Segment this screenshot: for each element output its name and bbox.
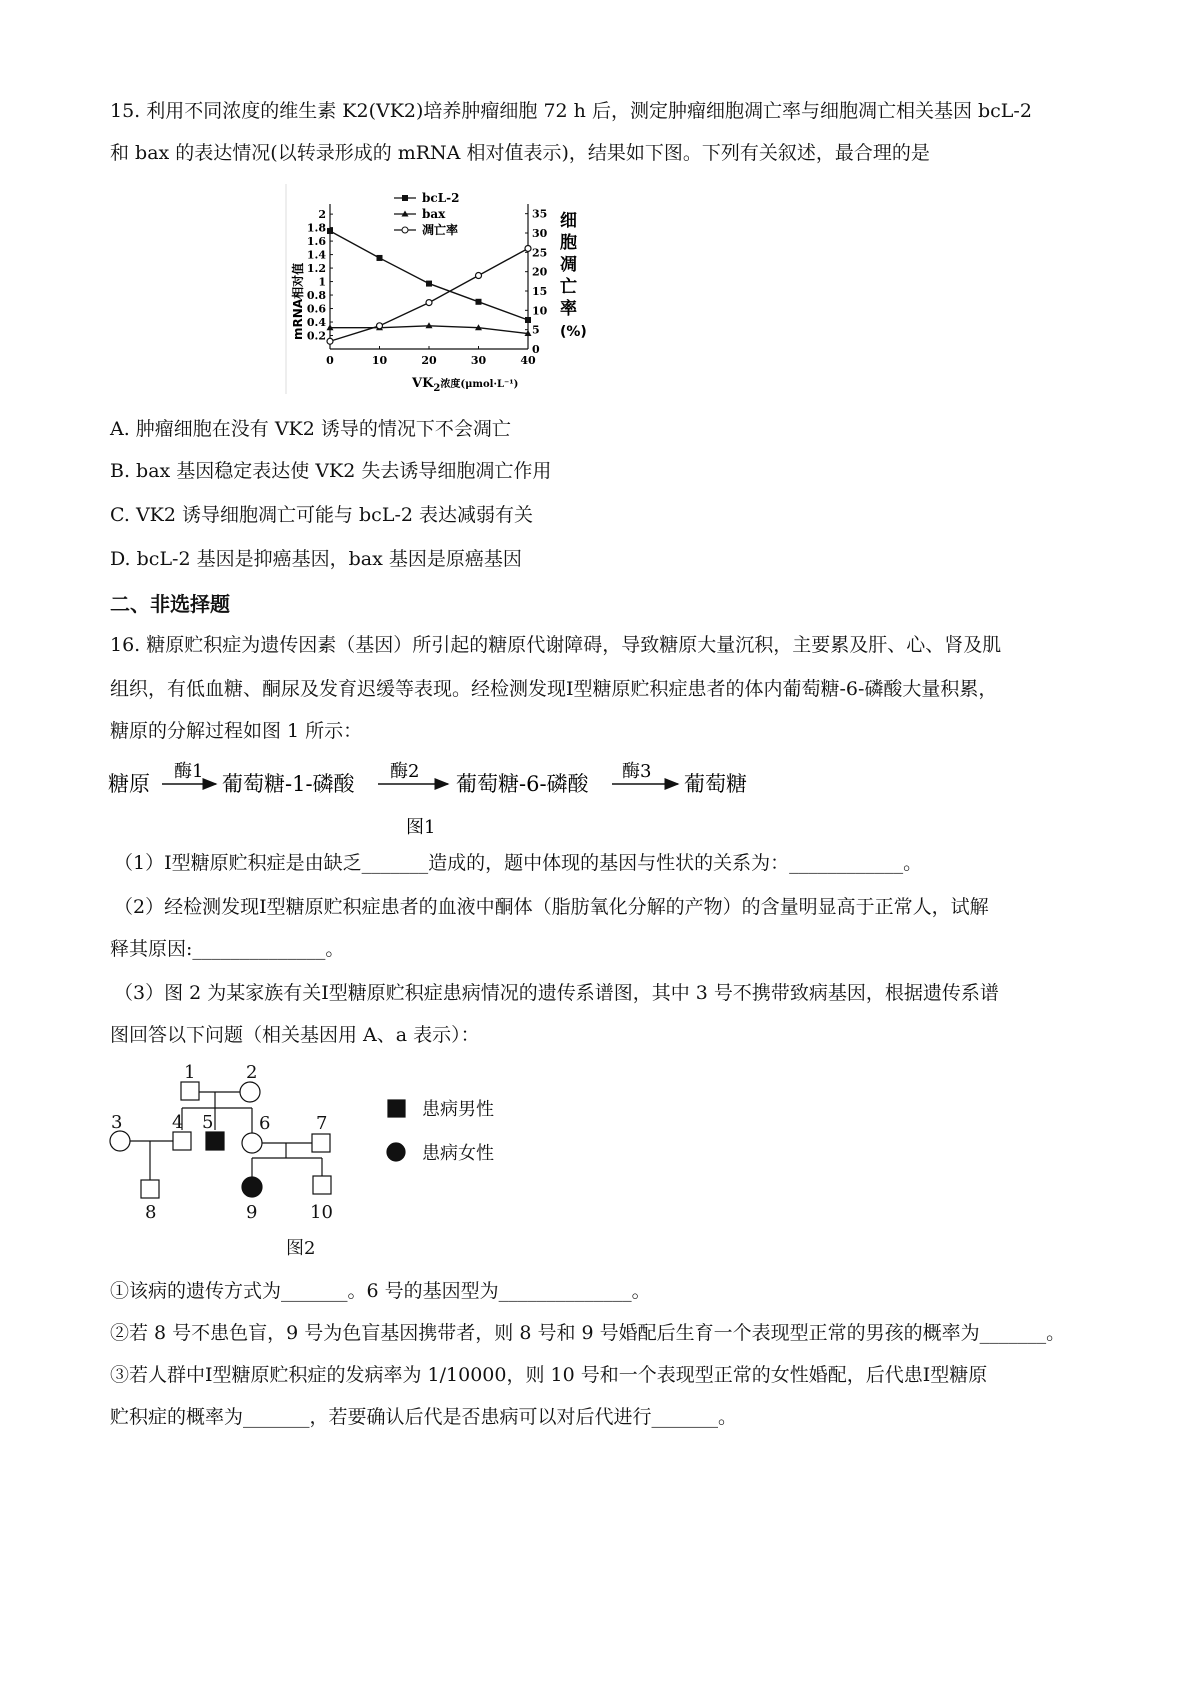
y-left-tick-label: 0.8 [306, 289, 326, 303]
series-line-bcL-2 [330, 231, 528, 320]
label-9: 9 [246, 1202, 258, 1223]
x-tick-label: 10 [371, 354, 388, 367]
individual-8 [141, 1180, 159, 1198]
y-right-tick-label: 25 [532, 246, 548, 260]
q16-stem-line2: 组织，有低血糖、酮尿及发育迟缓等表现。经检测发现Ⅰ型糖原贮积症患者的体内葡萄糖-6-磷酸大量积累， [110, 678, 998, 700]
y-right-tick-label: 35 [532, 207, 548, 221]
data-point-bcL-2 [377, 255, 383, 261]
legend-label-bax: bax [422, 207, 446, 221]
data-point-bcL-2 [476, 299, 482, 305]
enzyme-1-label: 酶1 [174, 761, 204, 782]
individual-9 [242, 1177, 262, 1197]
label-2: 2 [246, 1062, 258, 1083]
x-tick-label: 30 [470, 354, 487, 367]
q16-stem-line3: 糖原的分解过程如图 1 所示： [110, 720, 363, 742]
q15-stem-line2: 和 bax 的表达情况(以转录形成的 mRNA 相对值表示)，结果如下图。下列有关叙述，最合理的是 [110, 142, 930, 164]
y-left-tick-label: 0.6 [306, 302, 326, 316]
data-point-凋亡率 [327, 338, 333, 344]
chart-ylabel-right-char: 凋 [560, 255, 577, 275]
enzyme-2-label: 酶2 [390, 761, 420, 782]
data-point-凋亡率 [525, 245, 531, 251]
q16-question-c-line2: 贮积症的概率为_______，若要确认后代是否患病可以对后代进行_______。 [110, 1406, 738, 1428]
chart-ylabel-right-char: 细 [560, 211, 577, 231]
x-tick-label: 40 [520, 354, 536, 367]
q16-sub3-line1: （3）图 2 为某家族有关Ⅰ型糖原贮积症患病情况的遗传系谱图，其中 3 号不携带致病基因，根据遗传系谱 [114, 982, 999, 1004]
y-left-tick-label: 0.2 [306, 329, 326, 343]
individual-2 [240, 1082, 260, 1102]
q16-question-a: ①该病的遗传方式为_______。6 号的基因型为______________。 [110, 1280, 651, 1302]
legend-label-凋亡率: 凋亡率 [422, 223, 459, 237]
y-left-tick-label: 1 [318, 275, 326, 289]
y-right-tick-label: 0 [532, 343, 540, 356]
q16-sub2-line2: 释其原因:______________。 [110, 938, 345, 960]
q16-sub3-line2: 图回答以下问题（相关基因用 A、a 表示）： [110, 1024, 480, 1046]
label-3: 3 [111, 1112, 123, 1133]
individual-6 [242, 1133, 262, 1153]
individual-1 [181, 1082, 199, 1100]
figure-1-caption: 图1 [406, 817, 436, 838]
q15-option-a: A. 肿瘤细胞在没有 VK2 诱导的情况下不会凋亡 [110, 418, 511, 440]
node-g6p: 葡萄糖-6-磷酸 [456, 772, 589, 796]
label-10: 10 [310, 1202, 333, 1223]
chart-ylabel-right-char: 率 [560, 299, 577, 319]
chart-xlabel: $VK_2^{浓度(\mu mol\cdot L^{-1})}$ [412, 376, 519, 394]
q15-chart [282, 182, 612, 397]
q15-option-d: D. bcL-2 基因是抑癌基因，bax 基因是原癌基因 [110, 548, 522, 570]
chart-ylabel-left: mRNA相对值 [291, 262, 305, 340]
legend-affected-female-icon [387, 1143, 405, 1161]
q15-option-c: C. VK2 诱导细胞凋亡可能与 bcL-2 表达减弱有关 [110, 504, 533, 526]
y-left-tick-label: 1.2 [306, 262, 326, 276]
q15-stem-line1: 15. 利用不同浓度的维生素 K2(VK2)培养肿瘤细胞 72 h 后，测定肿瘤细胞凋亡率与细胞凋亡相关基因 bcL-2 [110, 100, 1032, 122]
node-glycogen: 糖原 [108, 772, 150, 796]
y-right-tick-label: 30 [532, 227, 548, 240]
x-tick-label: 20 [421, 354, 437, 367]
figure-2-caption: 图2 [286, 1238, 316, 1259]
individual-3 [110, 1131, 130, 1151]
legend-affected-male-label: 患病男性 [422, 1099, 494, 1120]
q16-stem-line1: 16. 糖原贮积症为遗传因素（基因）所引起的糖原代谢障碍，导致糖原大量沉积，主要累及肝、心、肾及肌 [110, 634, 1002, 656]
y-right-tick-label: 20 [532, 265, 548, 279]
individual-7 [312, 1134, 330, 1152]
q16-sub2-line1: （2）经检测发现Ⅰ型糖原贮积症患者的血液中酮体（脂肪氧化分解的产物）的含量明显高于正常人，试解 [114, 896, 989, 918]
section-heading: 二、非选择题 [110, 592, 230, 616]
individual-5 [206, 1132, 224, 1150]
q15-option-b: B. bax 基因稳定表达使 VK2 失去诱导细胞凋亡作用 [110, 460, 552, 482]
legend-affected-female-label: 患病女性 [422, 1143, 494, 1164]
legend-affected-male-icon [388, 1100, 405, 1117]
y-left-tick-label: 1.8 [306, 221, 326, 235]
legend-label-bcL-2: bcL-2 [422, 191, 460, 205]
figure-2-pedigree [100, 1060, 520, 1270]
figure-1-pathway [100, 755, 800, 845]
node-g1p: 葡萄糖-1-磷酸 [222, 772, 355, 796]
label-4: 4 [172, 1112, 184, 1133]
data-point-bcL-2 [327, 228, 333, 234]
data-point-凋亡率 [377, 323, 383, 329]
individual-4 [173, 1132, 191, 1150]
y-left-tick-label: 1.4 [306, 248, 326, 262]
label-5: 5 [202, 1112, 214, 1133]
data-point-凋亡率 [476, 273, 482, 279]
chart-ylabel-right-char: 胞 [560, 233, 577, 253]
q16-question-c-line1: ③若人群中Ⅰ型糖原贮积症的发病率为 1/10000，则 10 号和一个表现型正常的女性婚配，后代患Ⅰ型糖原 [110, 1364, 988, 1386]
label-7: 7 [316, 1113, 328, 1134]
y-left-tick-label: 1.6 [306, 235, 326, 249]
node-glucose: 葡萄糖 [684, 772, 747, 796]
data-point-bcL-2 [525, 317, 531, 323]
chart-ylabel-right-char: 亡 [560, 277, 577, 297]
data-point-bcL-2 [426, 281, 432, 287]
individual-10 [313, 1176, 331, 1194]
enzyme-3-label: 酶3 [622, 761, 652, 782]
x-tick-label: 0 [326, 354, 334, 367]
data-point-凋亡率 [426, 300, 432, 306]
y-left-tick-label: 2 [318, 208, 326, 222]
chart-ylabel-right-char: (%) [560, 324, 587, 340]
q16-sub1: （1）Ⅰ型糖原贮积症是由缺乏_______造成的，题中体现的基因与性状的关系为：____________。 [114, 852, 923, 874]
q16-question-b: ②若 8 号不患色盲，9 号为色盲基因携带者，则 8 号和 9 号婚配后生育一个表现型正常的男孩的概率为_______。 [110, 1322, 1066, 1344]
label-6: 6 [259, 1113, 271, 1134]
label-1: 1 [184, 1062, 196, 1083]
y-left-tick-label: 0.4 [306, 316, 326, 330]
y-right-tick-label: 15 [532, 285, 548, 298]
legend-marker-凋亡率 [402, 227, 408, 233]
y-right-tick-label: 10 [532, 304, 548, 318]
y-right-tick-label: 5 [532, 323, 540, 337]
label-8: 8 [145, 1202, 157, 1223]
legend-marker-bcL-2 [402, 195, 408, 201]
